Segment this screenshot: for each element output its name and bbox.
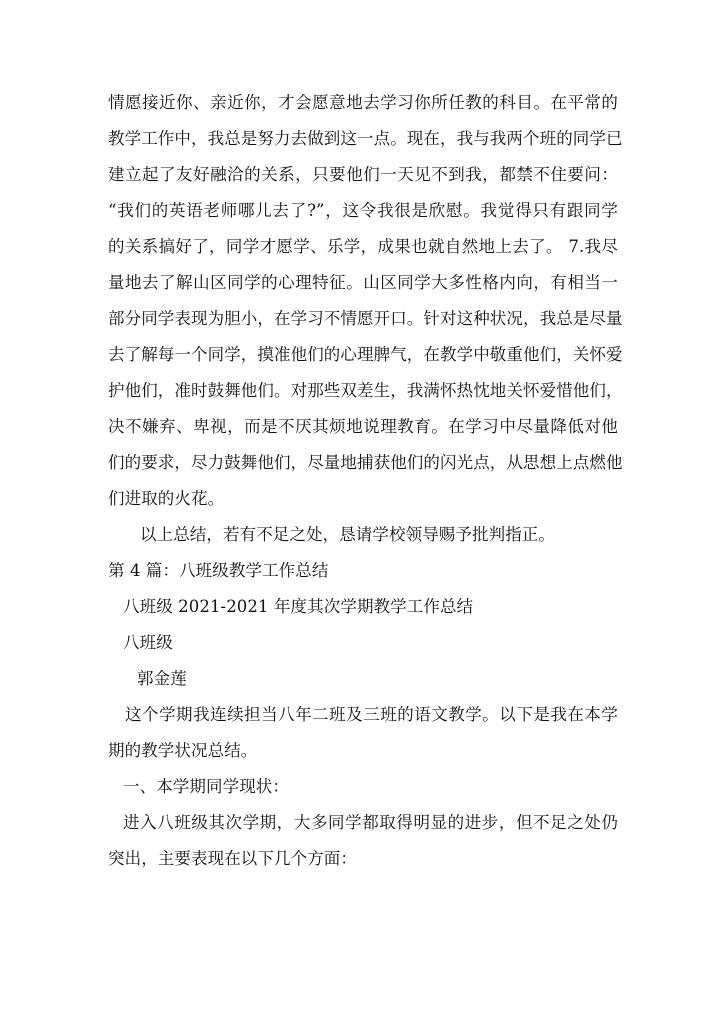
section-heading: 第 4 篇：八班级教学工作总结	[108, 561, 329, 580]
class-label: 八班级	[123, 633, 173, 652]
body-text-line: 们的要求，尽力鼓舞他们，尽量地捕获他们的闪光点，从思想上点燃他	[108, 453, 623, 472]
body-text-line: “我们的英语老师哪儿去了?”，这令我很是欣慰。我觉得只有跟同学	[108, 201, 618, 220]
body-text-line: 护他们，准时鼓舞他们。对那些双差生，我满怀热忱地关怀爱惜他们，	[108, 381, 623, 400]
body-text-line: 部分同学表现为胆小，在学习不情愿开口。针对这种状况，我总是尽量	[108, 309, 623, 328]
author-name: 郭金莲	[137, 669, 187, 688]
body-text-line: 期的教学状况总结。	[108, 741, 258, 760]
body-text-line: 教学工作中，我总是努力去做到这一点。现在，我与我两个班的同学已	[108, 129, 623, 148]
body-text-line: 建立起了友好融洽的关系，只要他们一天见不到我，都禁不住要问：	[108, 165, 618, 184]
body-text-line: 决不嫌弃、卑视，而是不厌其烦地说理教育。在学习中尽量降低对他	[108, 417, 618, 436]
report-title: 八班级 2021-2021 年度其次学期教学工作总结	[123, 597, 474, 616]
body-text-line: 量地去了解山区同学的心理特征。山区同学大多性格内向，有相当一	[108, 273, 618, 292]
closing-remark: 以上总结，若有不足之处，恳请学校领导赐予批判指正。	[140, 525, 555, 544]
body-text-line: 这个学期我连续担当八年二班及三班的语文教学。以下是我在本学	[125, 705, 618, 724]
subsection-heading: 一、本学期同学现状：	[123, 777, 289, 796]
body-text-line: 的关系搞好了，同学才愿学、乐学，成果也就自然地上去了。 7.我尽	[108, 237, 618, 256]
body-text-line: 突出，主要表现在以下几个方面：	[108, 849, 357, 868]
body-text-line: 们进取的火花。	[108, 489, 225, 508]
body-text-line: 去了解每一个同学，摸准他们的心理脾气，在教学中敬重他们，关怀爱	[108, 345, 623, 364]
body-text-line: 进入八班级其次学期，大多同学都取得明显的进步，但不足之处仍	[123, 813, 618, 832]
body-text-line: 情愿接近你、亲近你，才会愿意地去学习你所任教的科目。在平常的	[108, 93, 618, 112]
